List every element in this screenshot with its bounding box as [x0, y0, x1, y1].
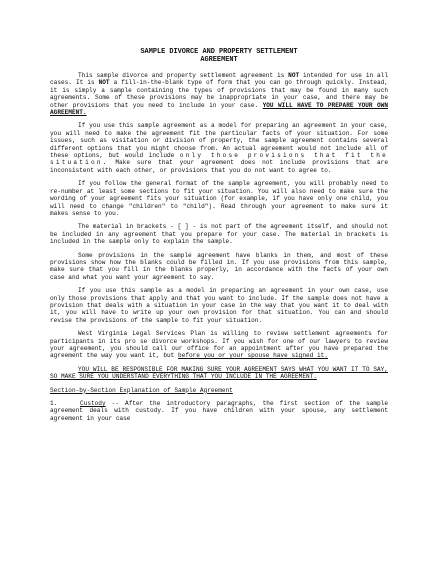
emphasis-not: NOT — [98, 79, 110, 87]
text-run: a fill-in-the-blank type of form that you can go through quickly. Instead, it is simply a sample containing the types of provisions that may be found in many such agreements. Some of these provisions may be inappropriate in your case, and there may be other provisions that you need to include in your case. — [50, 79, 389, 109]
item-text: -- After the introductory paragraphs, the first section of the sample agreement deals with custody. If you have children with your spouse, any settlement agreement in your case — [50, 400, 388, 422]
section-heading: Section-by-Section Explanation of Sample Agreement — [50, 386, 233, 394]
format-paragraph: If you follow the general format of the sample agreement, you will probably need to re-number at least some sections to fit your situation. You will also need to make sure the wording of your agreement fits your situation (for example, if you have only one child, you will need to change "children" to "child"). Read through your agreement to make sure it makes sense to you. — [50, 180, 388, 217]
text-run: intended for use in all cases. It is — [50, 72, 388, 87]
document-title — [50, 48, 388, 64]
blanks-paragraph: Some provisions in the sample agreement have blanks in them, and most of these provisions show how the blanks could be filled in. If you use provisions from this sample, make sure that you fill in the blanks properly, in accordance with the facts of your own case and what you want your agreement to say. — [50, 251, 388, 281]
model-paragraph — [50, 122, 388, 174]
text-run: This sample divorce and property settlement agreement is — [78, 72, 289, 79]
text-run: West Virginia Legal Services Plan is willing to review settlement agreements for participants in its pro se divorce workshops. If you wish for one of our lawyers to review your agreement, you should call our office for an appointment after you have prepared the agreement the way you want it, but — [50, 330, 388, 360]
title-line-2: AGREEMENT — [200, 56, 238, 64]
title-line-1: SAMPLE DIVORCE AND PROPERTY SETTLEMENT — [140, 48, 298, 56]
item-number: 1. — [50, 400, 58, 408]
text-run: Make sure that your agreement does not include provisions that are inconsistent with each other, or provisions that you do not want to agree to. — [50, 159, 388, 174]
review-paragraph — [50, 330, 388, 360]
brackets-paragraph: The material in brackets - [ ] - is not part of the agreement itself, and should not be included in any agreement that you prepare for your case. The material in brackets is included in the sample only to explain the sample. — [50, 223, 388, 246]
underlined-text: before you or your spouse have signed it. — [178, 352, 328, 360]
item-label: Custody — [80, 400, 106, 408]
emphasis-own-agreement: YOU WILL HAVE TO PREPARE YOUR OWN AGREEMENT. — [50, 101, 388, 117]
document-page — [50, 48, 388, 422]
text-run: If you use this sample agreement as a model for preparing an agreement in your case, you will need to make the agreement fit the particular facts of your situation. For some issues, such as visitation or division of property, the sample agreement contains several different options that you might choose from. An actual agreement would not include all of these options, but would include — [50, 122, 388, 160]
responsibility-paragraph: YOU WILL BE RESPONSIBLE FOR MAKING SURE YOUR AGREEMENT SAYS WHAT YOU WANT IT TO SAY, SO MAKE SURE YOU UNDERSTAND EVERYTHING THAT YOU INCLUDE IN THE AGREEMENT. — [50, 365, 388, 381]
spaced-emphasis: only those provisions that fit the situation. — [50, 152, 388, 167]
custody-item — [50, 400, 388, 422]
intro-paragraph — [50, 72, 388, 116]
provisions-paragraph: If you use this sample as a model in preparing an agreement in your own case, use only those provisions that apply and that you want to include. If the sample does not have a provision that deals with a situation in your case in the way that you want it to deal with it, you will have to write up your own provision for that situation. You can and should revise the provisions of the sample to fit your situation. — [50, 287, 388, 324]
emphasis-not: NOT — [288, 72, 300, 79]
